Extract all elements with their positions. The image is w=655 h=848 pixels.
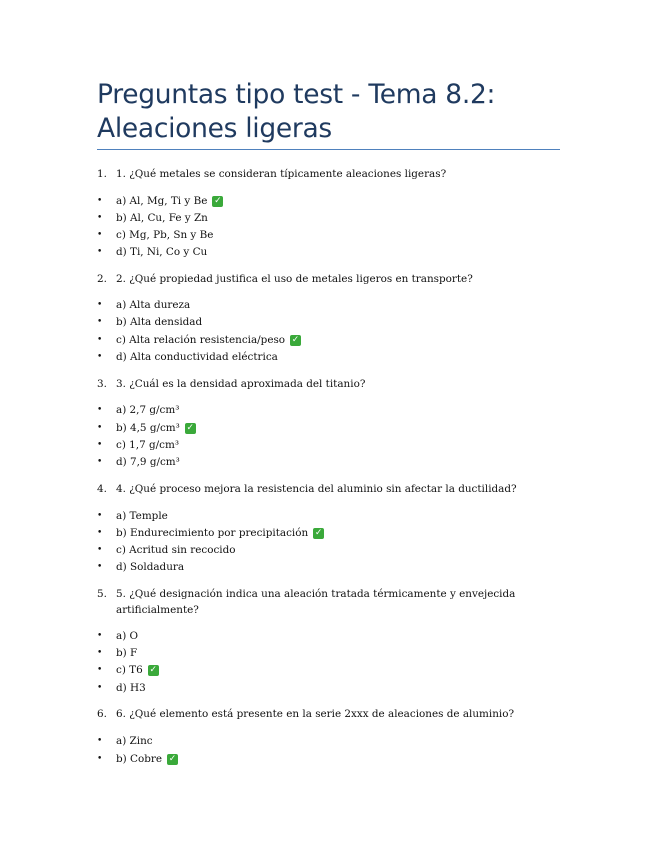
question-text: 3. ¿Cuál es la densidad aproximada del titanio?: [116, 378, 366, 390]
bullet-icon: •: [97, 352, 103, 362]
check-mark-icon: ✓: [149, 664, 157, 675]
bullet-icon: •: [97, 736, 103, 746]
option-text: a) Temple: [116, 510, 168, 522]
question-text: 4. ¿Qué proceso mejora la resistencia del aluminio sin afectar la ductilidad?: [116, 483, 517, 495]
question-number: 4.: [97, 483, 107, 495]
answer-option: [97, 403, 537, 417]
question-text: 5. ¿Qué designación indica una aleación tratada térmicamente y envejecida artificialmente?: [116, 588, 516, 616]
bullet-icon: •: [97, 213, 103, 223]
option-text: b) 4,5 g/cm³: [116, 422, 180, 434]
question-2: [97, 271, 567, 287]
check-mark-icon: ✓: [214, 195, 222, 206]
option-text: d) Alta conductividad eléctrica: [116, 351, 278, 363]
bullet-icon: •: [97, 545, 103, 555]
bullet-icon: •: [97, 528, 103, 538]
question-3: [97, 376, 567, 392]
answer-option: [97, 245, 537, 259]
bullet-icon: •: [97, 317, 103, 327]
answer-option: [97, 350, 537, 364]
answer-option: [97, 629, 537, 643]
bullet-icon: •: [97, 665, 103, 675]
bullet-icon: •: [97, 423, 103, 433]
bullet-icon: •: [97, 457, 103, 467]
bullet-icon: •: [97, 511, 103, 521]
option-text: b) Al, Cu, Fe y Zn: [116, 212, 208, 224]
check-mark-icon: ✓: [314, 527, 323, 538]
bullet-icon: •: [97, 196, 103, 206]
bullet-icon: •: [97, 405, 103, 415]
question-6: [97, 706, 567, 722]
bullet-icon: •: [97, 247, 103, 257]
question-number: 2.: [97, 273, 107, 285]
bullet-icon: •: [97, 300, 103, 310]
option-text: b) Alta densidad: [116, 316, 203, 328]
bullet-icon: •: [97, 562, 103, 572]
option-text: c) T6: [116, 664, 143, 676]
question-1: [97, 166, 567, 182]
answer-option: [97, 646, 537, 660]
question-text: 2. ¿Qué propiedad justifica el uso de metales ligeros en transporte?: [116, 273, 473, 285]
question-number: 1.: [97, 168, 107, 180]
answer-option: [97, 681, 537, 695]
option-text: d) Ti, Ni, Co y Cu: [116, 246, 208, 258]
check-mark-icon: ✓: [186, 422, 195, 433]
title-underline: [97, 149, 560, 150]
answer-option: [97, 509, 537, 523]
option-text: c) 1,7 g/cm³: [116, 439, 179, 451]
bullet-icon: •: [97, 683, 103, 693]
option-text: c) Mg, Pb, Sn y Be: [116, 229, 214, 241]
option-text: c) Acritud sin recocido: [116, 544, 236, 556]
option-text: a) Zinc: [116, 735, 153, 747]
bullet-icon: •: [97, 335, 103, 345]
answer-option: [97, 752, 537, 766]
answer-option: [97, 333, 537, 347]
answer-option: [97, 526, 537, 540]
answer-option: [97, 560, 537, 574]
bullet-icon: •: [97, 648, 103, 658]
question-text: 1. ¿Qué metales se consideran típicamente aleaciones ligeras?: [116, 168, 447, 180]
question-5: [97, 586, 567, 618]
bullet-icon: •: [97, 230, 103, 240]
answer-option: [97, 228, 537, 242]
answer-option: [97, 315, 537, 329]
answer-option: [97, 734, 537, 748]
question-4: [97, 481, 567, 497]
option-text: c) Alta relación resistencia/peso: [116, 334, 286, 346]
option-text: b) Endurecimiento por precipitación: [116, 527, 309, 539]
bullet-icon: •: [97, 754, 103, 764]
option-text: a) O: [116, 630, 139, 642]
page-title: Preguntas tipo test - Tema 8.2: Aleaciones ligeras: [97, 79, 496, 144]
bullet-icon: •: [97, 631, 103, 641]
check-mark-icon: ✓: [168, 753, 177, 764]
option-text: d) H3: [116, 682, 146, 694]
bullet-icon: •: [97, 440, 103, 450]
question-number: 5.: [97, 588, 107, 600]
answer-option: [97, 543, 537, 557]
answer-option: [97, 438, 537, 452]
answer-option: [97, 663, 537, 677]
option-text: b) Cobre: [116, 753, 162, 765]
check-mark-icon: ✓: [291, 334, 300, 345]
answer-option: [97, 194, 537, 208]
question-text: 6. ¿Qué elemento está presente en la serie 2xxx de aleaciones de aluminio?: [116, 708, 515, 720]
option-text: d) 7,9 g/cm³: [116, 456, 180, 468]
answer-option: [97, 421, 537, 435]
option-text: d) Soldadura: [116, 561, 185, 573]
option-text: a) 2,7 g/cm³: [116, 404, 180, 416]
option-text: a) Alta dureza: [116, 299, 191, 311]
answer-option: [97, 211, 537, 225]
question-number: 6.: [97, 708, 107, 720]
question-number: 3.: [97, 378, 107, 390]
answer-option: [97, 455, 537, 469]
option-text: a) Al, Mg, Ti y Be: [116, 195, 208, 207]
answer-option: [97, 298, 537, 312]
option-text: b) F: [116, 647, 138, 659]
